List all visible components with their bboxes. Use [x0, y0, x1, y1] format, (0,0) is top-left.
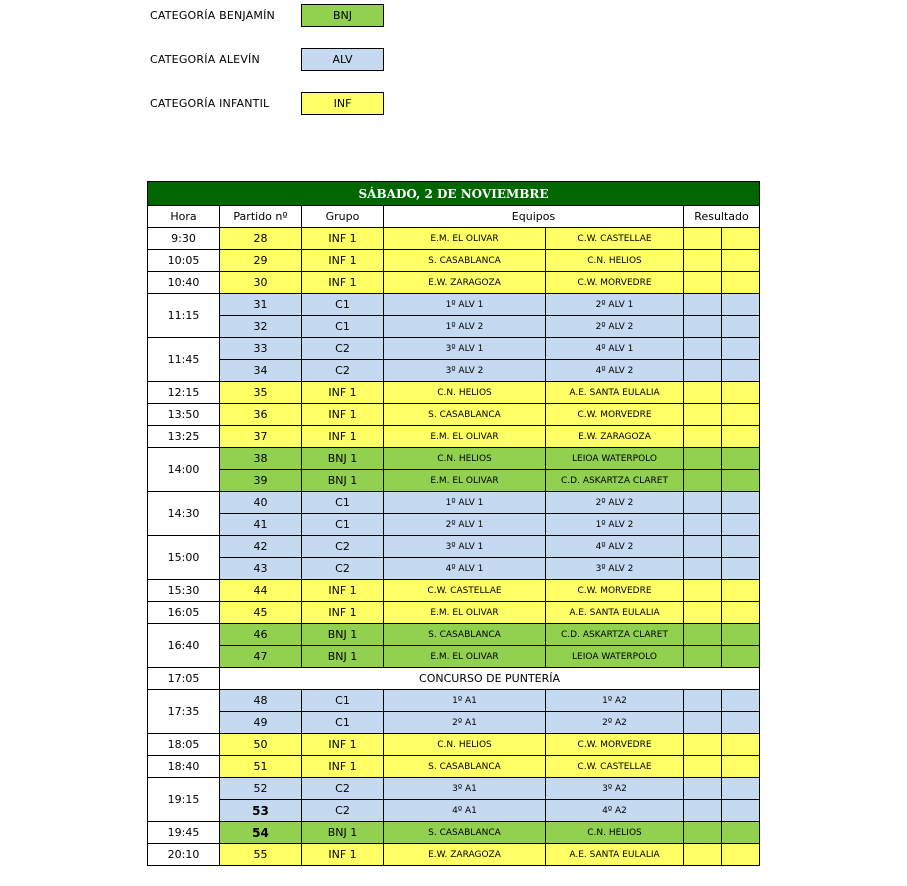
table-row [148, 228, 760, 250]
home-team: 3º ALV 1 [384, 536, 546, 558]
group-cell: BNJ 1 [302, 448, 384, 470]
table-row [148, 646, 760, 668]
table-row [148, 426, 760, 448]
home-team: E.M. EL OLIVAR [384, 228, 546, 250]
time-cell: 20:10 [148, 844, 220, 866]
away-team: C.W. CASTELLAE [546, 228, 684, 250]
match-number: 35 [220, 382, 302, 404]
away-team: 4º A2 [546, 800, 684, 822]
schedule-title: SÁBADO, 2 DE NOVIEMBRE [148, 182, 760, 206]
home-team: 1º A1 [384, 690, 546, 712]
time-cell: 15:00 [148, 536, 220, 580]
time-cell: 12:15 [148, 382, 220, 404]
group-cell: INF 1 [302, 228, 384, 250]
result-away[interactable] [722, 558, 760, 580]
result-away[interactable] [722, 800, 760, 822]
match-number: 45 [220, 602, 302, 624]
header-partido: Partido nº [220, 206, 302, 228]
group-cell: C2 [302, 558, 384, 580]
group-cell: C1 [302, 690, 384, 712]
match-number: 54 [220, 822, 302, 844]
away-team: A.E. SANTA EULALIA [546, 844, 684, 866]
home-team: 1º ALV 2 [384, 316, 546, 338]
group-cell: INF 1 [302, 844, 384, 866]
legend-label-alevin: CATEGORÍA ALEVÍN [150, 53, 260, 66]
result-home[interactable] [684, 756, 722, 778]
away-team: C.N. HELIOS [546, 822, 684, 844]
home-team: C.N. HELIOS [384, 734, 546, 756]
table-row [148, 756, 760, 778]
time-cell: 16:40 [148, 624, 220, 668]
match-number: 31 [220, 294, 302, 316]
away-team: 4º ALV 1 [546, 338, 684, 360]
away-team: E.W. ZARAGOZA [546, 426, 684, 448]
table-row [148, 404, 760, 426]
legend-box-alv: ALV [301, 48, 384, 71]
home-team: E.M. EL OLIVAR [384, 470, 546, 492]
group-cell: BNJ 1 [302, 624, 384, 646]
result-away[interactable] [722, 492, 760, 514]
result-home[interactable] [684, 844, 722, 866]
away-team: C.N. HELIOS [546, 250, 684, 272]
time-cell: 18:05 [148, 734, 220, 756]
schedule-body [148, 228, 760, 866]
result-away[interactable] [722, 712, 760, 734]
table-row [148, 536, 760, 558]
result-home[interactable] [684, 360, 722, 382]
result-away[interactable] [722, 426, 760, 448]
result-away[interactable] [722, 580, 760, 602]
result-home[interactable] [684, 690, 722, 712]
result-home[interactable] [684, 822, 722, 844]
group-cell: INF 1 [302, 602, 384, 624]
home-team: E.W. ZARAGOZA [384, 844, 546, 866]
result-home[interactable] [684, 404, 722, 426]
result-away[interactable] [722, 756, 760, 778]
home-team: 2º A1 [384, 712, 546, 734]
match-number: 34 [220, 360, 302, 382]
away-team: A.E. SANTA EULALIA [546, 382, 684, 404]
time-cell: 9:30 [148, 228, 220, 250]
result-away[interactable] [722, 844, 760, 866]
table-row [148, 470, 760, 492]
match-number: 47 [220, 646, 302, 668]
result-away[interactable] [722, 470, 760, 492]
away-team: 3º A2 [546, 778, 684, 800]
match-number: 39 [220, 470, 302, 492]
away-team: C.W. CASTELLAE [546, 756, 684, 778]
home-team: 3º ALV 1 [384, 338, 546, 360]
match-number: 43 [220, 558, 302, 580]
result-away[interactable] [722, 690, 760, 712]
match-number: 38 [220, 448, 302, 470]
result-home[interactable] [684, 514, 722, 536]
result-home[interactable] [684, 778, 722, 800]
result-away[interactable] [722, 734, 760, 756]
group-cell: BNJ 1 [302, 646, 384, 668]
result-away[interactable] [722, 822, 760, 844]
match-number: 55 [220, 844, 302, 866]
match-number: 33 [220, 338, 302, 360]
group-cell: INF 1 [302, 426, 384, 448]
home-team: 4º ALV 1 [384, 558, 546, 580]
time-cell: 17:05 [148, 668, 220, 690]
home-team: C.N. HELIOS [384, 448, 546, 470]
time-cell: 17:35 [148, 690, 220, 734]
result-away[interactable] [722, 250, 760, 272]
away-team: LEIOA WATERPOLO [546, 448, 684, 470]
match-number: 41 [220, 514, 302, 536]
table-row [148, 778, 760, 800]
result-away[interactable] [722, 294, 760, 316]
group-cell: C2 [302, 800, 384, 822]
away-team: 3º ALV 2 [546, 558, 684, 580]
match-number: 40 [220, 492, 302, 514]
match-number: 37 [220, 426, 302, 448]
table-row [148, 712, 760, 734]
table-row [148, 800, 760, 822]
header-resultado: Resultado [684, 206, 760, 228]
table-row [148, 602, 760, 624]
home-team: 1º ALV 1 [384, 492, 546, 514]
group-cell: C2 [302, 338, 384, 360]
result-away[interactable] [722, 624, 760, 646]
match-number: 29 [220, 250, 302, 272]
home-team: C.N. HELIOS [384, 382, 546, 404]
table-row [148, 668, 760, 690]
table-row [148, 580, 760, 602]
group-cell: C2 [302, 360, 384, 382]
home-team: E.M. EL OLIVAR [384, 426, 546, 448]
group-cell: INF 1 [302, 250, 384, 272]
home-team: 4º A1 [384, 800, 546, 822]
time-cell: 10:05 [148, 250, 220, 272]
time-cell: 15:30 [148, 580, 220, 602]
time-cell: 14:00 [148, 448, 220, 492]
result-home[interactable] [684, 316, 722, 338]
table-row [148, 360, 760, 382]
group-cell: INF 1 [302, 580, 384, 602]
match-number: 50 [220, 734, 302, 756]
result-home[interactable] [684, 624, 722, 646]
home-team: 1º ALV 1 [384, 294, 546, 316]
time-cell: 16:05 [148, 602, 220, 624]
table-row [148, 514, 760, 536]
time-cell: 13:25 [148, 426, 220, 448]
result-home[interactable] [684, 272, 722, 294]
header-grupo: Grupo [302, 206, 384, 228]
schedule-table [147, 181, 760, 866]
home-team: 2º ALV 1 [384, 514, 546, 536]
match-number: 46 [220, 624, 302, 646]
result-home[interactable] [684, 580, 722, 602]
time-cell: 11:45 [148, 338, 220, 382]
away-team: 2º ALV 2 [546, 316, 684, 338]
table-row [148, 690, 760, 712]
result-home[interactable] [684, 800, 722, 822]
home-team: S. CASABLANCA [384, 756, 546, 778]
time-cell: 13:50 [148, 404, 220, 426]
result-away[interactable] [722, 778, 760, 800]
time-cell: 11:15 [148, 294, 220, 338]
group-cell: C2 [302, 778, 384, 800]
result-away[interactable] [722, 382, 760, 404]
away-team: 2º ALV 2 [546, 492, 684, 514]
group-cell: BNJ 1 [302, 470, 384, 492]
group-cell: C1 [302, 294, 384, 316]
home-team: S. CASABLANCA [384, 250, 546, 272]
table-row [148, 492, 760, 514]
legend-label-benjamin: CATEGORÍA BENJAMÍN [150, 9, 275, 22]
home-team: S. CASABLANCA [384, 404, 546, 426]
match-number: 53 [220, 800, 302, 822]
time-cell: 10:40 [148, 272, 220, 294]
away-team: 1º A2 [546, 690, 684, 712]
result-away[interactable] [722, 514, 760, 536]
result-home[interactable] [684, 734, 722, 756]
group-cell: INF 1 [302, 734, 384, 756]
legend-label-infantil: CATEGORÍA INFANTIL [150, 97, 270, 110]
result-home[interactable] [684, 382, 722, 404]
result-away[interactable] [722, 404, 760, 426]
group-cell: C1 [302, 712, 384, 734]
away-team: C.W. MORVEDRE [546, 404, 684, 426]
table-row [148, 338, 760, 360]
result-away[interactable] [722, 228, 760, 250]
table-row [148, 558, 760, 580]
result-home[interactable] [684, 426, 722, 448]
result-away[interactable] [722, 272, 760, 294]
group-cell: INF 1 [302, 272, 384, 294]
result-home[interactable] [684, 470, 722, 492]
result-home[interactable] [684, 602, 722, 624]
away-team: C.W. MORVEDRE [546, 272, 684, 294]
table-row [148, 734, 760, 756]
result-away[interactable] [722, 646, 760, 668]
table-row [148, 448, 760, 470]
away-team: 2º A2 [546, 712, 684, 734]
match-number: 36 [220, 404, 302, 426]
table-row [148, 272, 760, 294]
result-away[interactable] [722, 338, 760, 360]
table-row [148, 316, 760, 338]
table-row [148, 844, 760, 866]
group-cell: C1 [302, 492, 384, 514]
table-row [148, 294, 760, 316]
group-cell: INF 1 [302, 382, 384, 404]
home-team: E.M. EL OLIVAR [384, 646, 546, 668]
header-hora: Hora [148, 206, 220, 228]
legend-box-inf: INF [301, 92, 384, 115]
group-cell: C1 [302, 316, 384, 338]
group-cell: INF 1 [302, 404, 384, 426]
away-team: A.E. SANTA EULALIA [546, 602, 684, 624]
result-away[interactable] [722, 316, 760, 338]
home-team: 3º A1 [384, 778, 546, 800]
home-team: S. CASABLANCA [384, 624, 546, 646]
home-team: 3º ALV 2 [384, 360, 546, 382]
result-home[interactable] [684, 228, 722, 250]
time-cell: 18:40 [148, 756, 220, 778]
away-team: 4º ALV 2 [546, 360, 684, 382]
home-team: E.W. ZARAGOZA [384, 272, 546, 294]
group-cell: C2 [302, 536, 384, 558]
home-team: S. CASABLANCA [384, 822, 546, 844]
away-team: 2º ALV 1 [546, 294, 684, 316]
away-team: C.D. ASKARTZA CLARET [546, 624, 684, 646]
away-team: C.W. MORVEDRE [546, 734, 684, 756]
group-cell: BNJ 1 [302, 822, 384, 844]
group-cell: C1 [302, 514, 384, 536]
result-away[interactable] [722, 602, 760, 624]
table-row [148, 250, 760, 272]
result-home[interactable] [684, 250, 722, 272]
table-row [148, 822, 760, 844]
table-row [148, 624, 760, 646]
match-number: 30 [220, 272, 302, 294]
match-number: 48 [220, 690, 302, 712]
result-home[interactable] [684, 338, 722, 360]
home-team: C.W. CASTELLAE [384, 580, 546, 602]
group-cell: INF 1 [302, 756, 384, 778]
result-home[interactable] [684, 712, 722, 734]
match-number: 52 [220, 778, 302, 800]
match-number: 51 [220, 756, 302, 778]
table-row [148, 382, 760, 404]
result-home[interactable] [684, 646, 722, 668]
home-team: E.M. EL OLIVAR [384, 602, 546, 624]
away-team: 1º ALV 2 [546, 514, 684, 536]
result-away[interactable] [722, 536, 760, 558]
match-number: 28 [220, 228, 302, 250]
time-cell: 19:15 [148, 778, 220, 822]
result-away[interactable] [722, 360, 760, 382]
time-cell: 14:30 [148, 492, 220, 536]
match-number: 42 [220, 536, 302, 558]
match-number: 44 [220, 580, 302, 602]
away-team: 4º ALV 2 [546, 536, 684, 558]
away-team: C.D. ASKARTZA CLARET [546, 470, 684, 492]
away-team: LEIOA WATERPOLO [546, 646, 684, 668]
result-home[interactable] [684, 558, 722, 580]
header-equipos: Equipos [384, 206, 684, 228]
match-number: 49 [220, 712, 302, 734]
result-home[interactable] [684, 294, 722, 316]
time-cell: 19:45 [148, 822, 220, 844]
legend-box-bnj: BNJ [301, 4, 384, 27]
result-home[interactable] [684, 492, 722, 514]
away-team: C.W. MORVEDRE [546, 580, 684, 602]
result-home[interactable] [684, 448, 722, 470]
special-event: CONCURSO DE PUNTERÍA [220, 668, 760, 690]
result-home[interactable] [684, 536, 722, 558]
match-number: 32 [220, 316, 302, 338]
result-away[interactable] [722, 448, 760, 470]
